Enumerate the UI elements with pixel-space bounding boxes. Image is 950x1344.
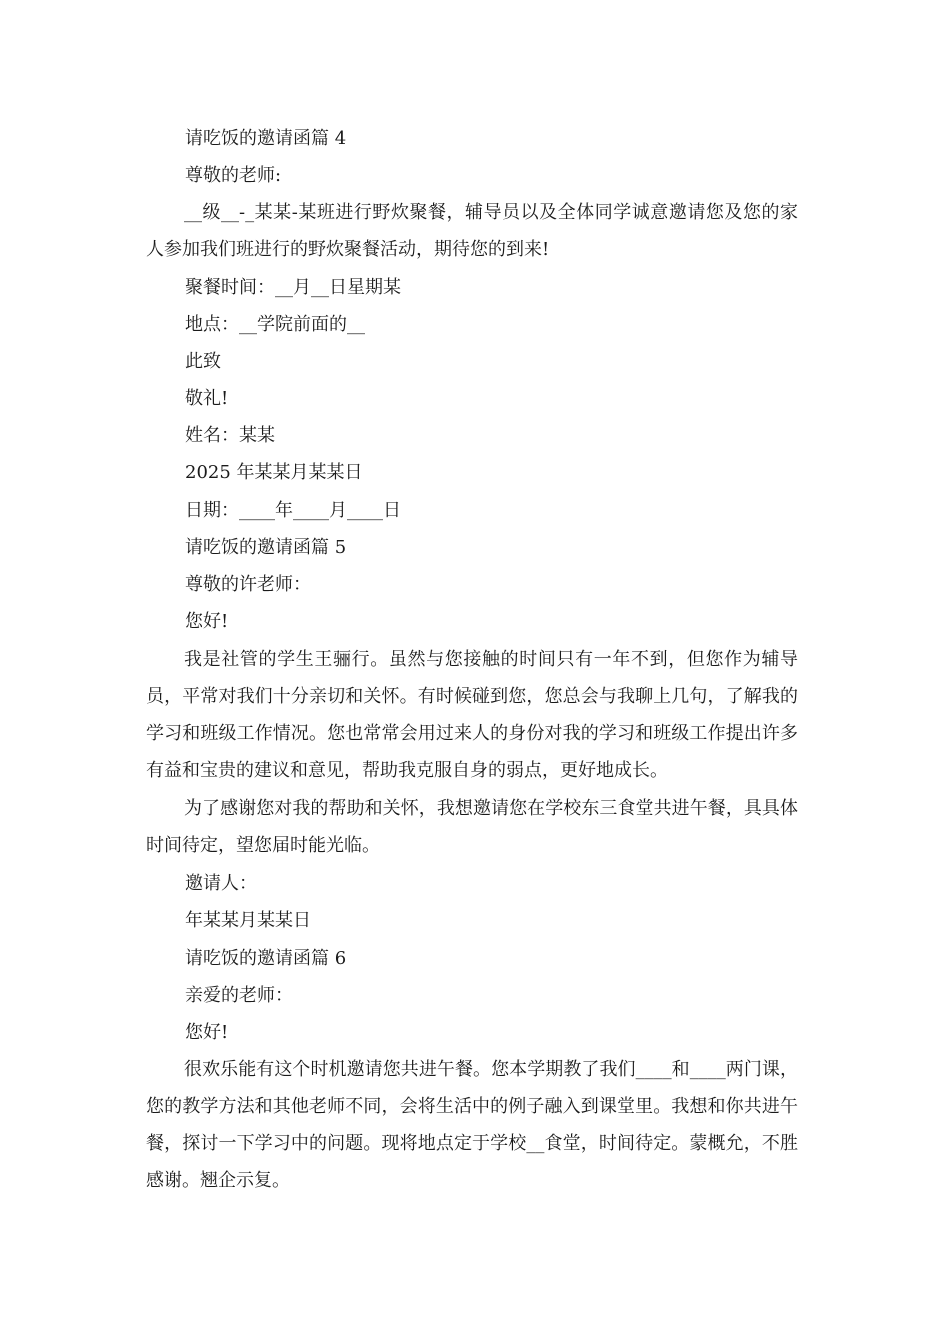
letter6-paragraph-1: 很欢乐能有这个时机邀请您共进午餐。您本学期教了我们____和____两门课，您的教学方法和其他老师不同，会将生活中的例子融入到课堂里。我想和你共进午餐，探讨一下学习中的问题。现将地点定于学校__食堂，时间待定。蒙概允，不胜感谢。翘企示复。: [146, 1059, 798, 1191]
letter4-closing-2: 敬礼!: [185, 388, 229, 409]
letter5-paragraph-1: 我是社管的学生王骊行。虽然与您接触的时间只有一年不到，但您作为辅导员，平常对我们十分亲切和关怀。有时候碰到您，您总会与我聊上几句，了解我的学习和班级工作情况。您也常常会用过来人的身份对我的学习和班级工作提出许多有益和宝贵的建议和意见，帮助我克服自身的弱点，更好地成长。: [146, 649, 798, 781]
letter5-salutation: 尊敬的许老师：: [185, 574, 311, 595]
letter4-date-written: 2025 年某某月某某日: [185, 462, 363, 483]
letter6-title: 请吃饭的邀请函篇 6: [185, 948, 347, 969]
letter4-date-blank: 日期：____年____月____日: [185, 500, 401, 521]
letter5-paragraph-2: 为了感谢您对我的帮助和关怀，我想邀请您在学校东三食堂共进午餐，具具体时间待定，望您届时能光临。: [146, 798, 798, 856]
letter4-title: 请吃饭的邀请函篇 4: [185, 128, 347, 149]
letter4-closing-1: 此致: [185, 351, 221, 372]
letter5-inviter: 邀请人：: [185, 873, 257, 894]
letter4-salutation: 尊敬的老师:: [185, 165, 282, 186]
letter4-time: 聚餐时间：__月__日星期某: [185, 277, 401, 298]
letter4-place: 地点：__学院前面的__: [185, 314, 365, 335]
letter5-title: 请吃饭的邀请函篇 5: [185, 537, 347, 558]
letter6-salutation: 亲爱的老师：: [185, 985, 293, 1006]
letter6-greeting: 您好!: [185, 1022, 229, 1043]
letter5-date: 年某某月某某日: [185, 910, 311, 931]
letter4-body: __级__-_某某-某班进行野炊聚餐，辅导员以及全体同学诚意邀请您及您的家人参加我们班进行的野炊聚餐活动，期待您的到来!: [146, 202, 798, 260]
letter4-name: 姓名：某某: [185, 425, 275, 446]
letter5-greeting: 您好!: [185, 611, 229, 632]
